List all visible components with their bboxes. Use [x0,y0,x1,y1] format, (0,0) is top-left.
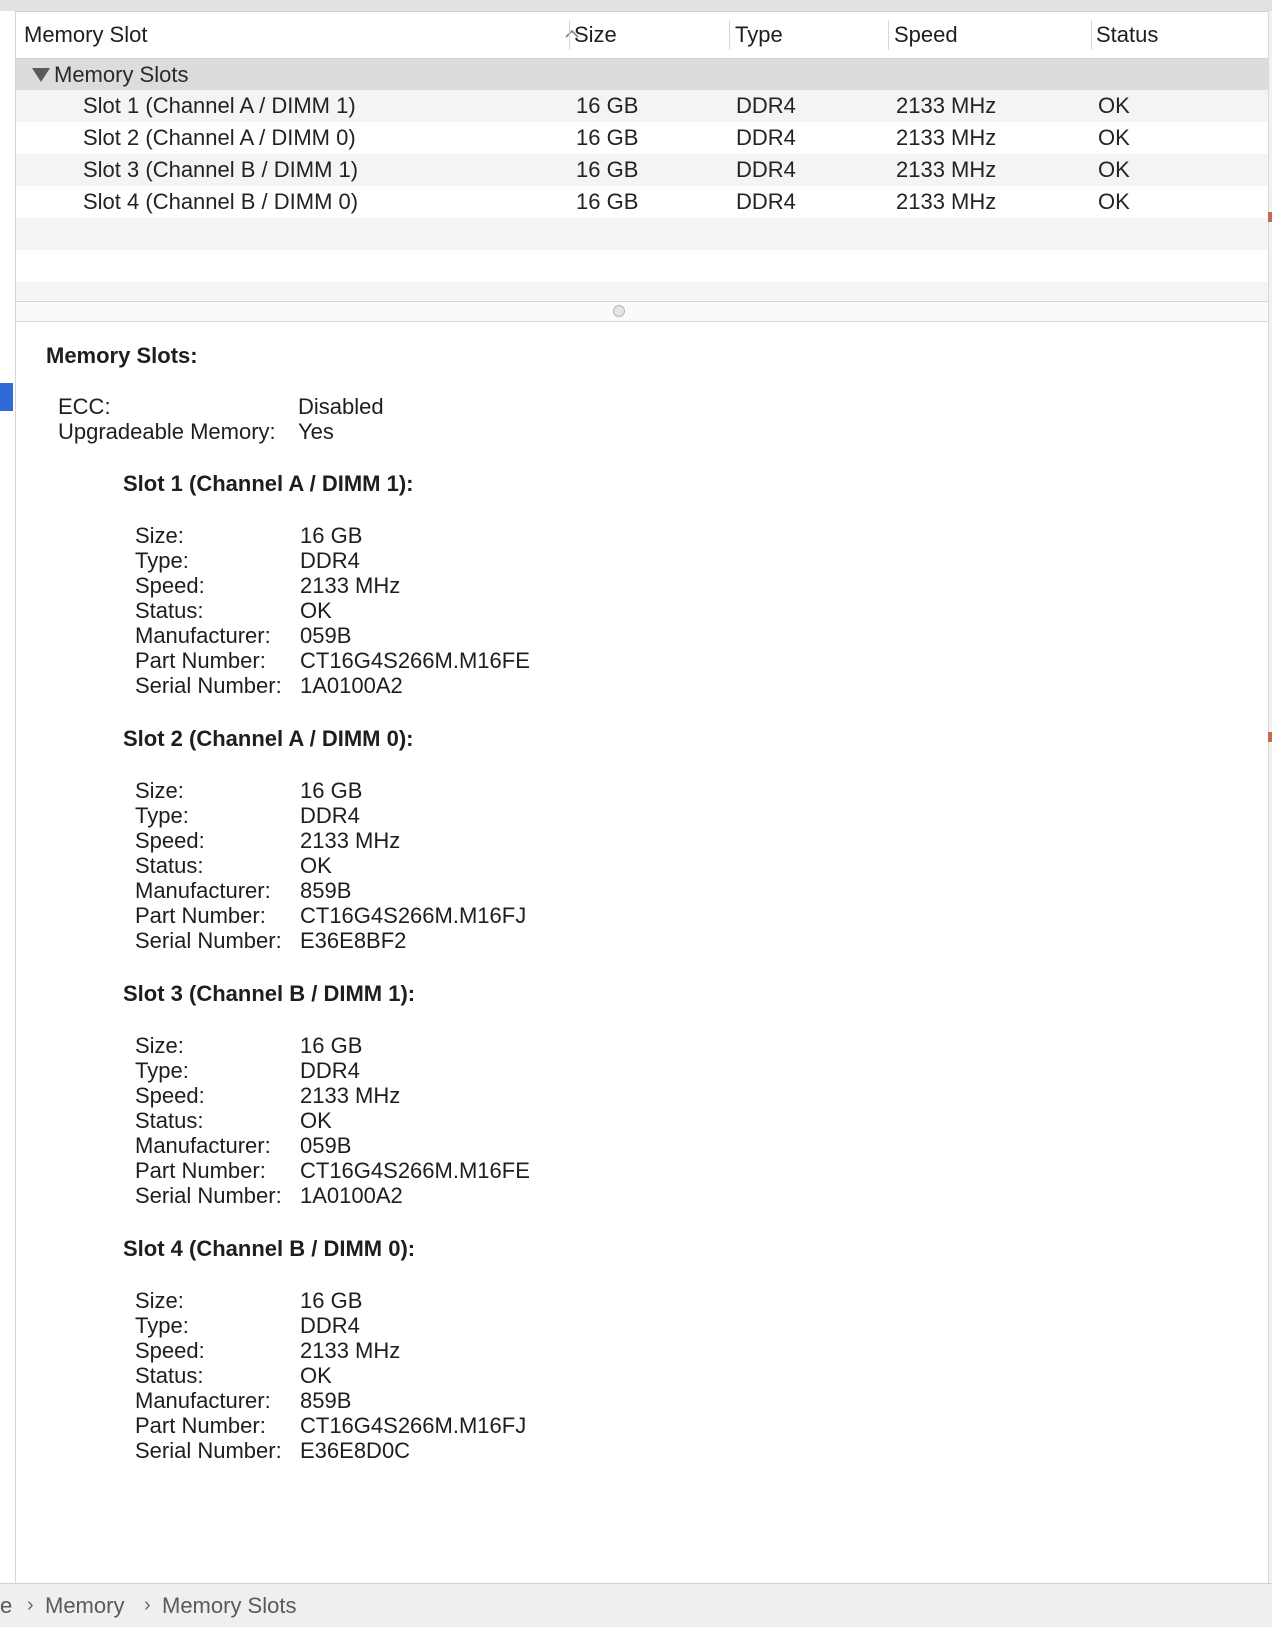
column-header-status[interactable]: Status [1096,22,1159,47]
field-value: 16 GB [300,778,363,803]
field-value: CT16G4S266M.M16FJ [300,903,527,928]
slot-field-row [135,1158,835,1183]
slot-detail-title: Slot 2 (Channel A / DIMM 0): [123,726,414,751]
field-value: 859B [300,1388,352,1413]
field-value: CT16G4S266M.M16FE [300,1158,530,1183]
cell-speed: 2133 MHz [896,157,997,182]
field-value: DDR4 [300,803,360,828]
column-header-speed[interactable]: Speed [894,22,958,47]
cell-type: DDR4 [736,189,796,214]
window-top-strip [0,0,1272,12]
field-value: 16 GB [300,523,363,548]
field-value: DDR4 [300,548,360,573]
field-label: Part Number: [135,648,266,673]
field-label: Size: [135,1033,184,1058]
column-divider[interactable] [729,20,730,50]
field-value: 1A0100A2 [300,1183,403,1208]
slot-field-row [135,1133,835,1158]
field-value: 1A0100A2 [300,673,403,698]
field-value: OK [300,1363,332,1388]
empty-row [16,282,1268,301]
field-value: 2133 MHz [300,828,401,853]
slot-field-row [135,828,835,853]
slot-field-row [135,573,835,598]
field-label: Part Number: [135,1158,266,1183]
cell-slot: Slot 1 (Channel A / DIMM 1) [83,93,356,118]
field-label: Speed: [135,1083,205,1108]
right-edge-mark [1268,212,1272,222]
field-value: 2133 MHz [300,573,401,598]
sidebar-edge [0,11,16,1583]
field-value: 859B [300,878,352,903]
cell-type: DDR4 [736,93,796,118]
table-row[interactable] [16,122,1268,154]
detail-title: Memory Slots: [46,343,198,368]
breadcrumb-item[interactable]: Memory [45,1593,125,1618]
field-label: Part Number: [135,1413,266,1438]
field-label: Manufacturer: [135,878,271,903]
slot-field-row [135,1083,835,1108]
field-value: 2133 MHz [300,1083,401,1108]
field-value: E36E8BF2 [300,928,407,953]
field-label: Type: [135,803,189,828]
slot-field-row [135,853,835,878]
slot-field-row [135,1313,835,1338]
field-label: Upgradeable Memory: [58,419,276,444]
cell-type: DDR4 [736,125,796,150]
field-label: Size: [135,1288,184,1313]
field-label: Serial Number: [135,1438,282,1463]
right-window-edge [1268,11,1272,1583]
field-label: Status: [135,1108,204,1133]
right-edge-mark [1268,732,1272,742]
group-label: Memory Slots [54,62,189,87]
slot-field-row [135,1363,835,1388]
field-value: Yes [298,419,334,444]
slot-field-row [135,548,835,573]
summary-upgradeable-memory [58,419,658,444]
field-value: CT16G4S266M.M16FJ [300,1413,527,1438]
field-value: 16 GB [300,1288,363,1313]
cell-size: 16 GB [576,93,639,118]
empty-row [16,218,1268,250]
field-label: Speed: [135,1338,205,1363]
cell-size: 16 GB [576,125,639,150]
chevron-right-icon: › [27,1594,34,1616]
summary-ecc [58,394,658,419]
slot-field-row [135,878,835,903]
field-label: Status: [135,853,204,878]
field-value: 16 GB [300,1033,363,1058]
slot-field-row [135,1388,835,1413]
field-label: Serial Number: [135,673,282,698]
slot-field-row [135,803,835,828]
field-label: Serial Number: [135,928,282,953]
field-label: Type: [135,1313,189,1338]
field-label: Status: [135,598,204,623]
field-value: OK [300,853,332,878]
slot-detail-title: Slot 4 (Channel B / DIMM 0): [123,1236,416,1261]
field-label: Manufacturer: [135,1388,271,1413]
slot-field-row [135,1183,835,1208]
column-divider[interactable] [888,20,889,50]
column-divider[interactable] [1091,20,1092,50]
cell-speed: 2133 MHz [896,125,997,150]
slot-field-row [135,1033,835,1058]
slot-field-row [135,648,835,673]
field-label: Size: [135,778,184,803]
slot-detail-block [123,726,1023,986]
group-row-memory-slots[interactable] [16,59,1268,90]
field-label: Type: [135,1058,189,1083]
slot-field-row [135,1413,835,1438]
field-value: E36E8D0C [300,1438,411,1463]
cell-slot: Slot 3 (Channel B / DIMM 1) [83,157,359,182]
field-value: 2133 MHz [300,1338,401,1363]
breadcrumb-item[interactable]: Memory Slots [162,1593,297,1618]
table-row[interactable] [16,154,1268,186]
slot-field-row [135,903,835,928]
split-view-divider[interactable] [16,301,1268,322]
cell-speed: 2133 MHz [896,189,997,214]
field-label: ECC: [58,394,111,419]
triangle-down-icon[interactable] [32,68,50,82]
cell-status: OK [1098,157,1130,182]
sidebar-selection-indicator[interactable] [0,383,13,411]
drag-handle-icon[interactable] [613,305,625,317]
cell-slot: Slot 2 (Channel A / DIMM 0) [83,125,356,150]
cell-slot: Slot 4 (Channel B / DIMM 0) [83,189,359,214]
slot-field-row [135,778,835,803]
field-value: DDR4 [300,1058,360,1083]
field-label: Speed: [135,828,205,853]
field-label: Manufacturer: [135,1133,271,1158]
field-label: Speed: [135,573,205,598]
slot-field-row [135,1058,835,1083]
column-header-size[interactable]: Size [574,22,617,47]
cell-status: OK [1098,189,1130,214]
slot-field-row [135,1108,835,1133]
chevron-right-icon: › [144,1594,151,1616]
detail-view [16,321,1268,1521]
field-value: CT16G4S266M.M16FE [300,648,530,673]
column-divider[interactable] [569,20,570,50]
field-label: Size: [135,523,184,548]
slot-field-row [135,1288,835,1313]
empty-row [16,250,1268,282]
field-label: Part Number: [135,903,266,928]
slot-field-row [135,1438,835,1463]
slot-field-row [135,673,835,698]
slot-field-row [135,623,835,648]
content-pane [16,12,1268,1583]
slot-detail-block [123,471,1023,731]
column-header-type[interactable]: Type [735,22,783,47]
slot-detail-title: Slot 3 (Channel B / DIMM 1): [123,981,416,1006]
cell-status: OK [1098,93,1130,118]
field-label: Type: [135,548,189,573]
column-header-memory-slot[interactable]: Memory Slot [24,22,148,47]
cell-status: OK [1098,125,1130,150]
slot-field-row [135,523,835,548]
breadcrumb-item[interactable]: e [0,1593,13,1618]
slot-field-row [135,598,835,623]
cell-speed: 2133 MHz [896,93,997,118]
field-value: Disabled [298,394,384,419]
field-label: Status: [135,1363,204,1388]
field-value: OK [300,1108,332,1133]
field-value: DDR4 [300,1313,360,1338]
field-value: 059B [300,1133,352,1158]
slot-field-row [135,928,835,953]
slot-detail-title: Slot 1 (Channel A / DIMM 1): [123,471,414,496]
field-label: Serial Number: [135,1183,282,1208]
field-label: Manufacturer: [135,623,271,648]
table-header [16,12,1268,59]
cell-size: 16 GB [576,157,639,182]
slot-detail-block [123,1236,1023,1496]
slot-detail-block [123,981,1023,1241]
field-value: OK [300,598,332,623]
slot-field-row [135,1338,835,1363]
cell-type: DDR4 [736,157,796,182]
cell-size: 16 GB [576,189,639,214]
breadcrumb [0,1583,1272,1627]
table-row[interactable] [16,186,1268,218]
field-value: 059B [300,623,352,648]
table-row[interactable] [16,90,1268,122]
